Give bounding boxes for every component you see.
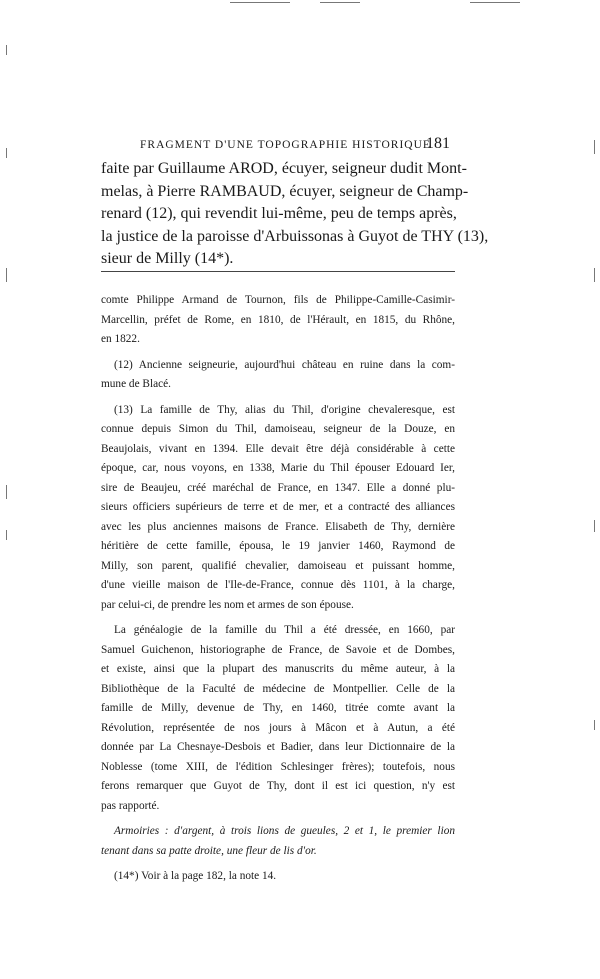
footnote-line: Marcellin, préfet de Rome, en 1810, de l'Hérault, en 1815, du Rhône, (101, 313, 455, 326)
footnotes (101, 291, 455, 893)
footnote-line: Samuel Guichenon, historiographe de France, de Savoie et de Dombes, (101, 643, 455, 656)
footnote-line: comte Philippe Armand de Tournon, fils de Philippe-Camille-Casimir- (101, 294, 455, 306)
footnote-line: mune de Blacé. (101, 378, 171, 390)
footnote-line: La généalogie de la famille du Thil a été dressée, en 1660, par (114, 624, 455, 636)
footnote-line: (13) La famille de Thy, alias du Thil, d'origine chevaleresque, est (114, 403, 455, 416)
footnote-line: famille de Milly, devenue de Thy, en 1460, titrée comte avant la (101, 702, 455, 714)
footnote-line: tenant dans sa patte droite, une fleur de lis d'or. (101, 844, 317, 857)
footnote-line: Noblesse (tome XIII, de l'édition Schlesinger frères); toutefois, nous (101, 760, 455, 773)
footnote-line: Révolution, représentée de nos jours à Mâcon et à Autun, a été (101, 721, 455, 734)
footnote-12 (101, 356, 455, 395)
footnote-line: sire de Beaujeu, créé maréchal de France, en 1347. Elle a donné plu- (101, 481, 455, 494)
main-line: la justice de la paroisse d'Arbuissonas à Guyot de THY (13), (101, 227, 489, 245)
footnote-line: ferons remarquer que Guyot de Thy, dont il est ici question, n'y est (101, 780, 455, 792)
footnote-line: donnée par La Chesnaye-Desbois et Badier, dans leur Dictionnaire de la (101, 741, 455, 753)
footnote-line: époque, car, nous voyons, en 1338, Marie du Thil épouser Edouard Ier, (101, 462, 455, 474)
main-line: melas, à Pierre RAMBAUD, écuyer, seigneur de Champ- (101, 182, 469, 200)
footnote-line: avec les plus anciennes maisons de France. Elisabeth de Thy, dernière (101, 520, 455, 533)
footnote-line: d'une vieille maison de l'Ile-de-France, connue dès 1101, à la charge, (101, 579, 455, 591)
genealogy-paragraph (101, 621, 455, 816)
main-line: renard (12), qui revendit lui-même, peu de temps après, (101, 205, 457, 222)
footnote-13 (101, 401, 455, 616)
footnote-line: connue depuis Simon du Thil, damoiseau, seigneur de la Douze, en (101, 423, 455, 435)
footnote-line: Armoiries : d'argent, à trois lions de gueules, 2 et 1, le premier lion (114, 825, 455, 837)
main-line: sieur de Milly (14*). (101, 250, 234, 267)
footnote-line: par celui-ci, de prendre les nom et armes de son épouse. (101, 598, 354, 611)
footnote-line: sieurs officiers supérieurs de terre et de mer, et a contracté des alliances (101, 501, 455, 513)
footnote-separator (101, 271, 455, 272)
footnote-line: (14*) Voir à la page 182, la note 14. (114, 870, 277, 882)
footnote-continuation (101, 291, 455, 350)
footnote-line: héritière de cette famille, épousa, le 19 janvier 1460, Raymond de (101, 540, 455, 552)
armoiries-paragraph (101, 822, 455, 861)
page-number: 181 (426, 135, 450, 152)
footnote-line: Bibliothèque de la Faculté de médecine de Montpellier. Celle de la (101, 682, 455, 695)
main-text (101, 158, 489, 271)
running-title: FRAGMENT D'UNE TOPOGRAPHIE HISTORIQUE (140, 139, 431, 151)
footnote-line: et existe, ainsi que la plupart des manuscrits du même auteur, à la (101, 663, 455, 675)
main-line: faite par Guillaume AROD, écuyer, seigneur dudit Mont- (101, 160, 467, 177)
footnote-line: Beaujolais, vivant en 1394. Elle devait être déjà considérable à cette (101, 442, 455, 455)
footnote-line: Milly, son parent, qualifié chevalier, damoiseau et puissant homme, (101, 559, 455, 572)
footnote-14 (101, 867, 455, 887)
footnote-line: pas rapporté. (101, 799, 160, 812)
footnote-line: en 1822. (101, 333, 140, 345)
footnote-line: (12) Ancienne seigneurie, aujourd'hui château en ruine dans la com- (114, 358, 455, 371)
